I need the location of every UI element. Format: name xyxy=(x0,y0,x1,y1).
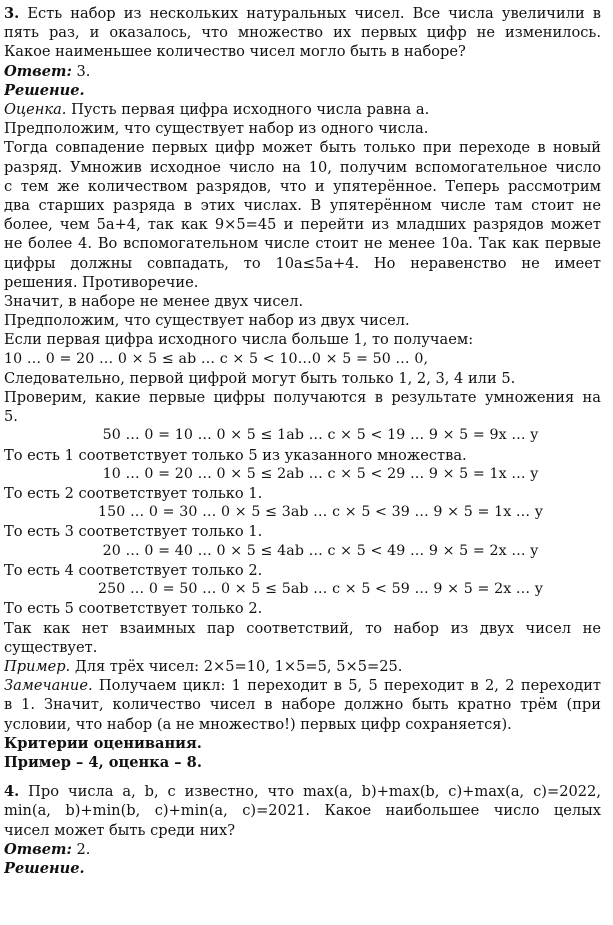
check-formula: 10 … 0 = 20 … 0 × 5 ≤ 2ab … c × 5 < 29 … 9 × 5 = 1x … y xyxy=(102,465,539,482)
solution-line: два старших разряда в этих числах. В упятерённом числе там стоит не xyxy=(4,197,601,215)
remark-line: в 1. Значит, количество чисел в наборе должно быть кратно трём (при xyxy=(4,696,601,714)
problem-3-statement-line: Какое наименьшее количество чисел могло быть в наборе? xyxy=(4,43,466,61)
criteria-heading: Критерии оценивания. xyxy=(4,734,202,752)
solution-line: Следовательно, первой цифрой могут быть только 1, 2, 3, 4 или 5. xyxy=(4,369,516,387)
estimate-line: Оценка. Пусть первая цифра исходного числа равна a. xyxy=(4,101,430,119)
solution-line: Предположим, что существует набор из одного числа. xyxy=(4,120,429,138)
problem-4-solution-heading: Решение. xyxy=(4,859,85,877)
solution-line: цифры должны совпадать, то 10a≤5a+4. Но неравенство не имеет xyxy=(4,254,601,272)
check-formula: 50 … 0 = 10 … 0 × 5 ≤ 1ab … c × 5 < 19 … 9 × 5 = 9x … y xyxy=(102,427,539,444)
solution-line: 5. xyxy=(4,408,18,426)
solution-line: решения. Противоречие. xyxy=(4,273,199,291)
solution-line: Если первая цифра исходного числа больше 1, то получаем: xyxy=(4,331,474,349)
solution-line: Так как нет взаимных пар соответствий, то набор из двух чисел не xyxy=(4,619,601,637)
problem-4-statement-line: чисел может быть среди них? xyxy=(4,821,236,839)
problem-4-statement-line: min(a, b)+min(b, c)+min(a, c)=2021. Какое наибольшее число целых xyxy=(4,802,601,820)
solution-line: с тем же количеством разрядов, что и упятерённое. Теперь рассмотрим xyxy=(4,177,601,195)
criteria-line: Пример – 4, оценка – 8. xyxy=(4,753,202,771)
problem-3-solution-heading: Решение. xyxy=(4,81,85,99)
example-line: Пример. Для трёх чисел: 2×5=10, 1×5=5, 5×5=25. xyxy=(4,657,403,675)
problem-4-statement-line: 4. Про числа a, b, c известно, что max(a, b)+max(b, c)+max(a, c)=2022, xyxy=(4,783,601,801)
problem-gap xyxy=(4,772,601,782)
check-conclusion: То есть 4 соответствует только 2. xyxy=(4,561,263,579)
problem-3-statement-line: 3. Есть набор из нескольких натуральных чисел. Все числа увеличили в xyxy=(4,5,601,22)
main-inequality: 10 … 0 = 20 … 0 × 5 ≤ ab … c × 5 < 10…0 × 5 = 50 … 0, xyxy=(4,350,429,367)
problem-3-statement-line: пять раз, и оказалось, что множество их первых цифр не изменилось. xyxy=(4,24,601,42)
solution-line: Проверим, какие первые цифры получаются в результате умножения на xyxy=(4,389,601,407)
problem-3-number: 3. xyxy=(4,5,20,22)
solution-line: существует. xyxy=(4,638,98,656)
problem-4-answer: Ответ: 2. xyxy=(4,840,91,858)
check-formula: 250 … 0 = 50 … 0 × 5 ≤ 5ab … c × 5 < 59 … 9 × 5 = 2x … y xyxy=(98,581,543,598)
check-conclusion: То есть 5 соответствует только 2. xyxy=(4,600,263,618)
problem-4-number: 4. xyxy=(4,783,20,801)
problem-3-answer: Ответ: 3. xyxy=(4,62,91,80)
solution-line: более, чем 5a+4, так как 9×5=45 и перейти из младших разрядов может xyxy=(4,216,601,234)
check-formula: 150 … 0 = 30 … 0 × 5 ≤ 3ab … c × 5 < 39 … 9 × 5 = 1x … y xyxy=(98,504,543,521)
solution-line: Значит, в наборе не менее двух чисел. xyxy=(4,293,304,311)
check-conclusion: То есть 2 соответствует только 1. xyxy=(4,485,263,503)
check-conclusion: То есть 3 соответствует только 1. xyxy=(4,523,263,541)
remark-line: Замечание. Получаем цикл: 1 переходит в 5, 5 переходит в 2, 2 переходит xyxy=(4,677,601,695)
solution-line: разряд. Умножив исходное число на 10, получим вспомогательное число xyxy=(4,158,601,176)
solution-line: не более 4. Во вспомогательном числе стоит не менее 10a. Так как первые xyxy=(4,235,601,253)
remark-line: условии, что набор (а не множество!) первых цифр сохраняется). xyxy=(4,715,512,733)
solution-line: Предположим, что существует набор из двух чисел. xyxy=(4,312,410,330)
check-conclusion: То есть 1 соответствует только 5 из указанного множества. xyxy=(4,446,467,464)
solution-line: Тогда совпадение первых цифр может быть только при переходе в новый xyxy=(4,139,601,157)
check-formula: 20 … 0 = 40 … 0 × 5 ≤ 4ab … c × 5 < 49 … 9 × 5 = 2x … y xyxy=(102,542,539,559)
